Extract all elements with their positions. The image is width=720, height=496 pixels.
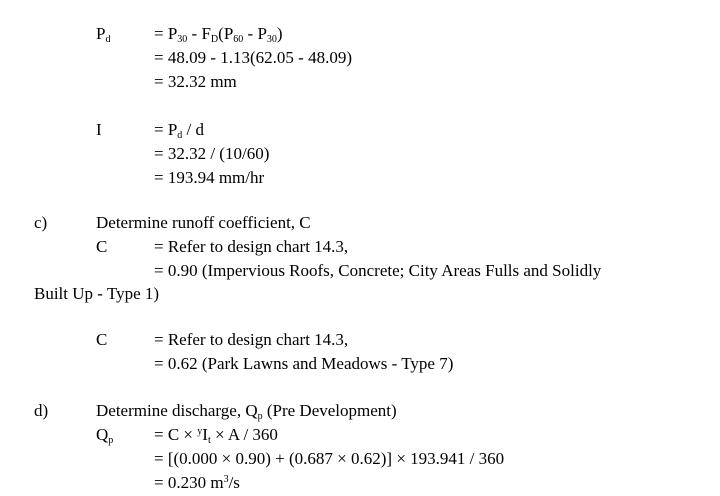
section-d-marker: d) xyxy=(34,401,49,420)
c2-label: C xyxy=(96,330,108,349)
section-c-heading: Determine runoff coefficient, C xyxy=(96,213,311,232)
c1-equation-2: = 0.90 (Impervious Roofs, Concrete; City Areas Fulls and Solidly xyxy=(154,261,602,280)
i-equation-3: = 193.94 mm/hr xyxy=(154,168,265,187)
qp-equation-2: = [(0.000 × 0.90) + (0.687 × 0.62)] × 193.941 / 360 xyxy=(154,449,505,468)
i-equation-2: = 32.32 / (10/60) xyxy=(154,144,270,163)
pd-label: $P_d$ xyxy=(96,24,111,45)
pd-equation-2: = 48.09 - 1.13(62.05 - 48.09) xyxy=(154,48,352,67)
i-equation-1: = $P_d$ / d xyxy=(154,120,205,141)
i-label: I xyxy=(96,120,102,139)
pd-equation-1: = $P_{30} - F_D(P_{60} - P_{30})$ xyxy=(154,24,283,45)
qp-equation-3: = 0.230 $m^3/s$ xyxy=(154,473,240,492)
qp-equation-1: = $C \times ^yI_t \times A / 360$ xyxy=(154,425,278,446)
c1-equation-1: = Refer to design chart 14.3, xyxy=(154,237,349,256)
qp-label: $Q_p$ xyxy=(96,425,114,446)
section-d-heading: Determine discharge, $Q_p$ (Pre Development) xyxy=(96,401,397,422)
c1-wrap-line: Built Up - Type 1) xyxy=(34,284,160,303)
c1-label: C xyxy=(96,237,108,256)
section-c-marker: c) xyxy=(34,213,48,232)
c2-equation-2: = 0.62 (Park Lawns and Meadows - Type 7) xyxy=(154,354,454,373)
c2-equation-1: = Refer to design chart 14.3, xyxy=(154,330,349,349)
pd-equation-3: = 32.32 mm xyxy=(154,72,237,91)
